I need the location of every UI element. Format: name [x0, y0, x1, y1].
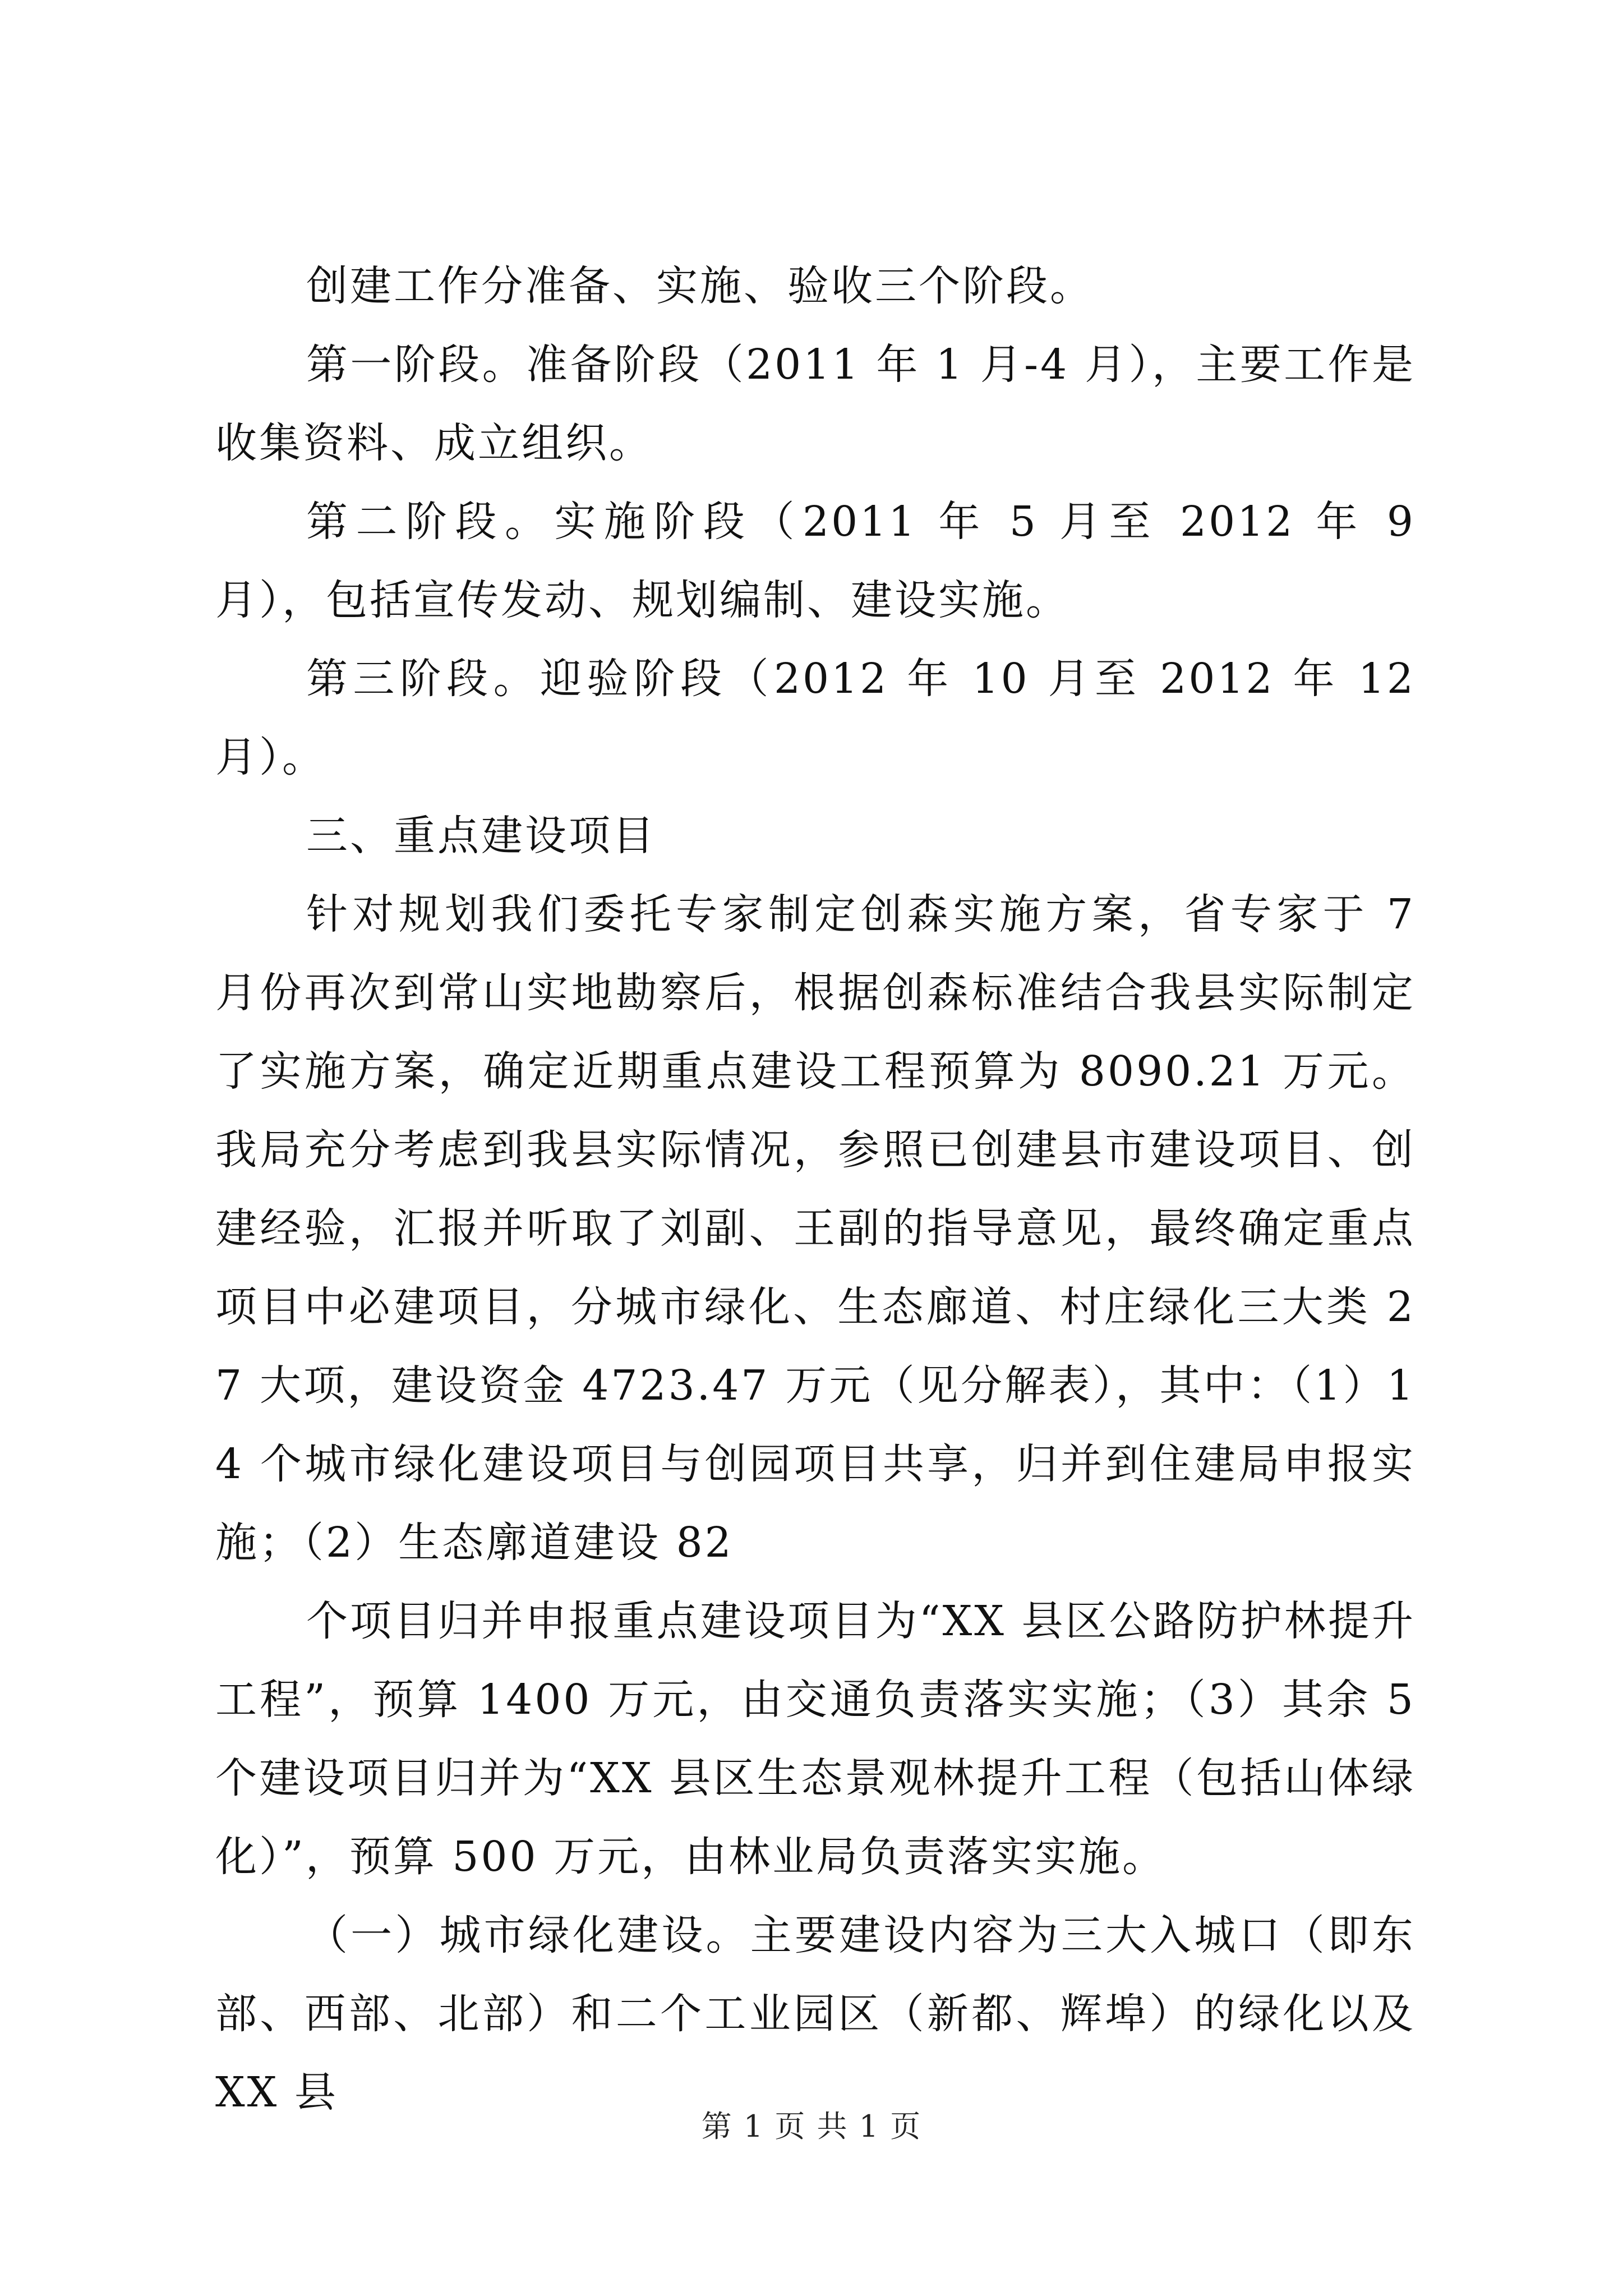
page-footer: 第 1 页 共 1 页	[701, 2109, 922, 2144]
paragraph-stage-two: 第二阶段。实施阶段（2011 年 5 月至 2012 年 9 月），包括宣传发动、规划编制、建设实施。	[215, 498, 1415, 624]
paragraph-stage-one: 第一阶段。准备阶段（2011 年 1 月-4 月），主要工作是收集资料、成立组织。	[215, 341, 1415, 467]
paragraph-project-merge: 个项目归并申报重点建设项目为“XX 县区公路防护林提升工程”，预算 1400 万元，由交通负责落实实施；（3）其余 5 个建设项目归并为“XX 县区生态景观林提升工程（包括山体绿化）”，预算 500 万元，由林业局负责落实实施。	[215, 1597, 1415, 1881]
section-heading-key-projects: 三、重点建设项目	[306, 812, 656, 860]
paragraph-stage-three: 第三阶段。迎验阶段（2012 年 10 月至 2012 年 12 月）。	[215, 655, 1415, 781]
document-body	[215, 247, 1415, 2132]
paragraph-urban-greening: （一）城市绿化建设。主要建设内容为三大入城口（即东部、西部、北部）和二个工业园区（新都、辉埠）的绿化以及 XX 县	[215, 1911, 1415, 2116]
paragraph-stages-intro: 创建工作分准备、实施、验收三个阶段。	[306, 262, 1094, 310]
paragraph-project-plan: 针对规划我们委托专家制定创森实施方案，省专家于 7 月份再次到常山实地勘察后，根据创森标准结合我县实际制定了实施方案，确定近期重点建设工程预算为 8090.21 万元。我局充分考虑到我县实际情况，参照已创建县市建设项目、创建经验，汇报并听取了刘副、王副的指导意见，最终确定重点项目中必建项目，分城市绿化、生态廊道、村庄绿化三大类 27 大项，建设资金 4723.47 万元（见分解表），其中：（1）14 个城市绿化建设项目与创园项目共享，归并到住建局申报实施；（2）生态廓道建设 82	[215, 890, 1415, 1567]
